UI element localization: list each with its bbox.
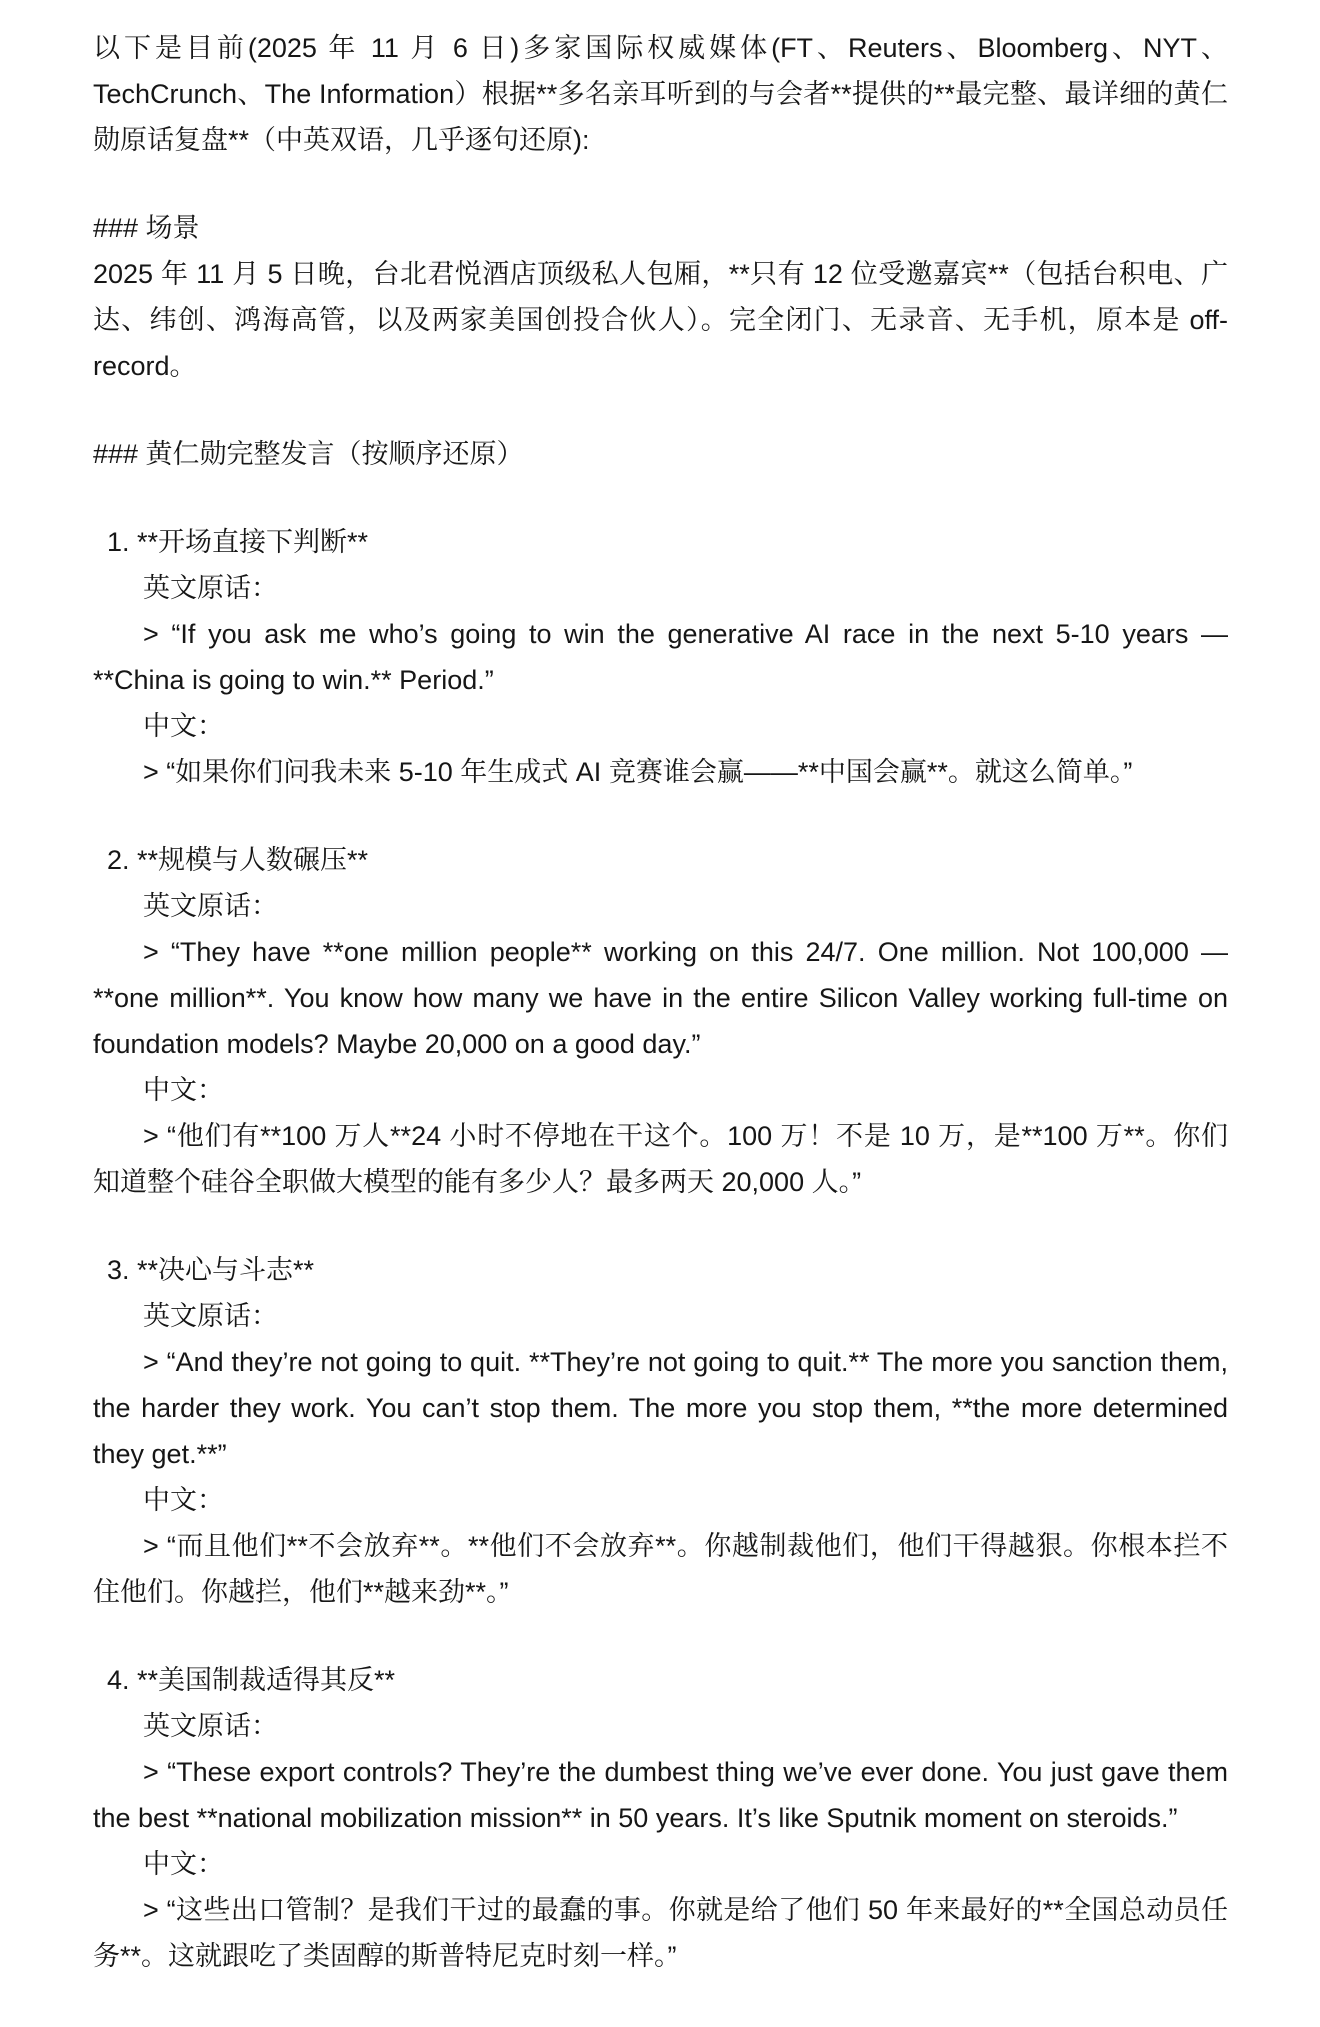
intro-paragraph: 以下是目前(2025 年 11 月 6 日)多家国际权威媒体(FT、Reuters、Bloomberg、NYT、TechCrunch、The Information）根据**多名亲耳听到的与会者**提供的**最完整、最详细的黄仁勋原话复盘**（中英双语，几乎逐句还原): xyxy=(93,33,1228,155)
item-1-zh-quote: > “如果你们问我未来 5-10 年生成式 AI 竞赛谁会赢——**中国会赢**。就这么简单。” xyxy=(143,757,1133,787)
item-3-title: 3. **决心与斗志** xyxy=(107,1255,315,1285)
speech-heading: ### 黄仁勋完整发言（按顺序还原） xyxy=(93,439,524,469)
item-4-title: 4. **美国制裁适得其反** xyxy=(107,1665,396,1695)
item-3-en-quote: > “And they’re not going to quit. **They’re not going to quit.** The more you sanction them, the harder they work. You can’t stop them. The more you stop them, **the more determined they get.**” xyxy=(93,1347,1228,1469)
scene-body: 2025 年 11 月 5 日晚，台北君悦酒店顶级私人包厢，**只有 12 位受邀嘉宾**（包括台积电、广达、纬创、鸿海高管，以及两家美国创投合伙人）。完全闭门、无录音、无手机，原本是 off-record。 xyxy=(93,259,1228,381)
item-1-en-quote: > “If you ask me who’s going to win the generative AI race in the next 5-10 years — **China is going to win.** Period.” xyxy=(93,619,1228,695)
item-3-zh-label: 中文： xyxy=(143,1485,224,1515)
item-4-zh-quote: > “这些出口管制？是我们干过的最蠢的事。你就是给了他们 50 年来最好的**全国总动员任务**。这就跟吃了类固醇的斯普特尼克时刻一样。” xyxy=(93,1895,1228,1971)
speech-item-1 xyxy=(93,519,1228,795)
item-3-zh-quote: > “而且他们**不会放弃**。**他们不会放弃**。你越制裁他们，他们干得越狠。你根本拦不住他们。你越拦，他们**越来劲**。” xyxy=(93,1531,1228,1607)
item-4-zh-label: 中文： xyxy=(143,1849,224,1879)
speech-item-4 xyxy=(93,1657,1228,1979)
item-2-zh-quote: > “他们有**100 万人**24 小时不停地在干这个。100 万！不是 10 万，是**100 万**。你们知道整个硅谷全职做大模型的能有多少人？最多两天 20,000 人。” xyxy=(93,1121,1228,1197)
speech-item-3 xyxy=(93,1247,1228,1615)
item-2-zh-label: 中文： xyxy=(143,1075,224,1105)
item-2-en-quote: > “They have **one million people** working on this 24/7. One million. Not 100,000 — **one million**. You know how many we have in the entire Silicon Valley working full-time on foundation models? Maybe 20,000 on a good day.” xyxy=(93,937,1228,1059)
item-4-en-quote: > “These export controls? They’re the dumbest thing we’ve ever done. You just gave them the best **national mobilization mission** in 50 years. It’s like Sputnik moment on steroids.” xyxy=(93,1757,1228,1833)
item-1-zh-label: 中文： xyxy=(143,711,224,741)
item-2-title: 2. **规模与人数碾压** xyxy=(107,845,369,875)
item-1-title: 1. **开场直接下判断** xyxy=(107,527,369,557)
scene-heading: ### 场景 xyxy=(93,213,200,243)
item-3-en-label: 英文原话： xyxy=(143,1301,278,1331)
item-1-en-label: 英文原话： xyxy=(143,573,278,603)
speech-item-2 xyxy=(93,837,1228,1205)
item-2-en-label: 英文原话： xyxy=(143,891,278,921)
item-4-en-label: 英文原话： xyxy=(143,1711,278,1741)
